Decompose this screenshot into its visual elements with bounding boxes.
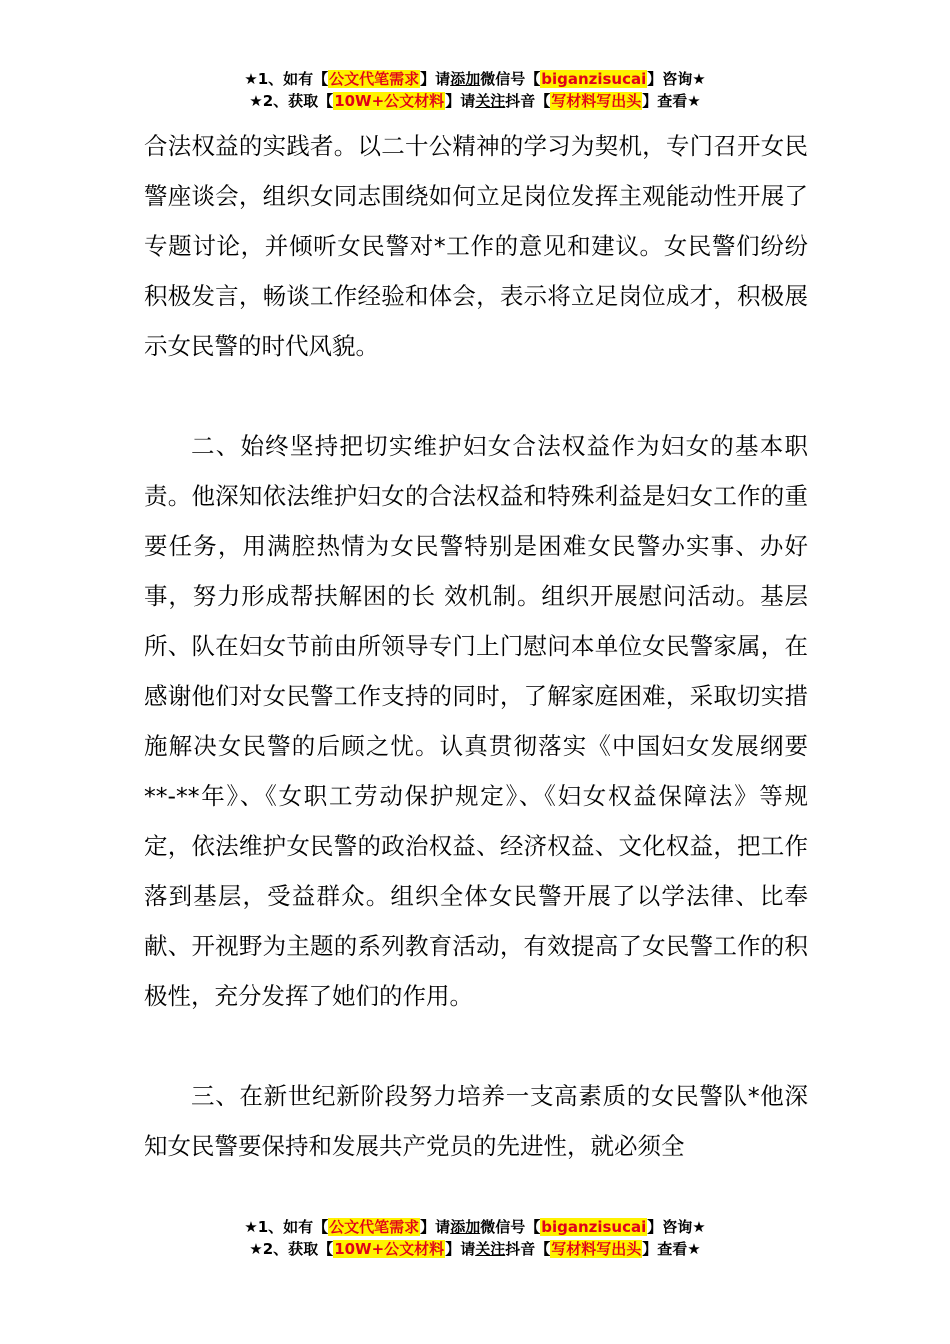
banner-line-2 <box>0 90 950 112</box>
footer-banner <box>0 1216 950 1260</box>
document-body <box>144 121 808 1171</box>
header-banner <box>0 68 950 112</box>
banner-underlined-text: 关注 <box>475 1240 506 1258</box>
banner-text: ★2、获取【 <box>249 92 334 110</box>
banner-underlined-text: 添加 <box>450 70 481 88</box>
banner-text: 】请 <box>445 1240 476 1258</box>
banner-line-1 <box>0 68 950 90</box>
paragraph-2: 二、始终坚持把切实维护妇女合法权益作为妇女的基本职责。他深知依法维护妇女的合法权益和特殊利益是妇女工作的重要任务，用满腔热情为女民警特别是困难女民警办实事、办好事，努力形成帮扶解困的长 效机制。组织开展慰问活动。基层所、队在妇女节前由所领导专门上门慰问本单位女民警家属，在感谢他们对女民警工作支持的同时，了解家庭困难，采取切实措施解决女民警的后顾之忧。认真贯彻落实《中国妇女发展纲要**-**年》、《女职工劳动保护规定》、《妇女权益保障法》等规定，依法维护女民警的政治权益、经济权益、文化权益，把工作落到基层，受益群众。组织全体女民警开展了以学法律、比奉献、开视野为主题的系列教育活动，有效提高了女民警工作的积极性，充分发挥了她们的作用。 <box>144 432 808 1010</box>
highlight-service: 公文代笔需求 <box>329 1218 420 1236</box>
banner-text: 】查看★ <box>642 1240 701 1258</box>
banner-underlined-text: 添加 <box>450 1218 481 1236</box>
banner-text: 】查看★ <box>642 92 701 110</box>
highlight-wechat-id: biganzisucai <box>541 1218 647 1236</box>
banner-text: ★1、如有【 <box>244 70 329 88</box>
banner-text: 】咨询★ <box>647 1218 706 1236</box>
banner-text: 微信号【 <box>480 70 541 88</box>
paragraph-spacer <box>144 1021 808 1071</box>
banner-line-1 <box>0 1216 950 1238</box>
paragraph-1: 合法权益的实践者。以二十公精神的学习为契机，专门召开女民警座谈会，组织女同志围绕如何立足岗位发挥主观能动性开展了专题讨论，并倾听女民警对*工作的意见和建议。女民警们纷纷积极发言，畅谈工作经验和体会，表示将立足岗位成才，积极展示女民警的时代风貌。 <box>144 132 808 360</box>
highlight-wechat-id: biganzisucai <box>541 70 647 88</box>
banner-line-2 <box>0 1238 950 1260</box>
highlight-materials: 10W+公文材料 <box>334 92 445 110</box>
paragraph-3: 三、在新世纪新阶段努力培养一支高素质的女民警队*他深知女民警要保持和发展共产党员的先进性，就必须全 <box>144 1082 808 1160</box>
banner-text: 抖音【 <box>505 92 551 110</box>
banner-text: 】请 <box>420 70 451 88</box>
banner-text: 微信号【 <box>480 1218 541 1236</box>
banner-text: 】咨询★ <box>647 70 706 88</box>
banner-text: 抖音【 <box>505 1240 551 1258</box>
highlight-materials: 10W+公文材料 <box>334 1240 445 1258</box>
highlight-douyin-account: 写材料写出头 <box>551 92 642 110</box>
banner-text: 】请 <box>420 1218 451 1236</box>
banner-text: 】请 <box>445 92 476 110</box>
highlight-douyin-account: 写材料写出头 <box>551 1240 642 1258</box>
banner-text: ★2、获取【 <box>249 1240 334 1258</box>
highlight-service: 公文代笔需求 <box>329 70 420 88</box>
banner-text: ★1、如有【 <box>244 1218 329 1236</box>
banner-underlined-text: 关注 <box>475 92 506 110</box>
paragraph-spacer <box>144 371 808 421</box>
